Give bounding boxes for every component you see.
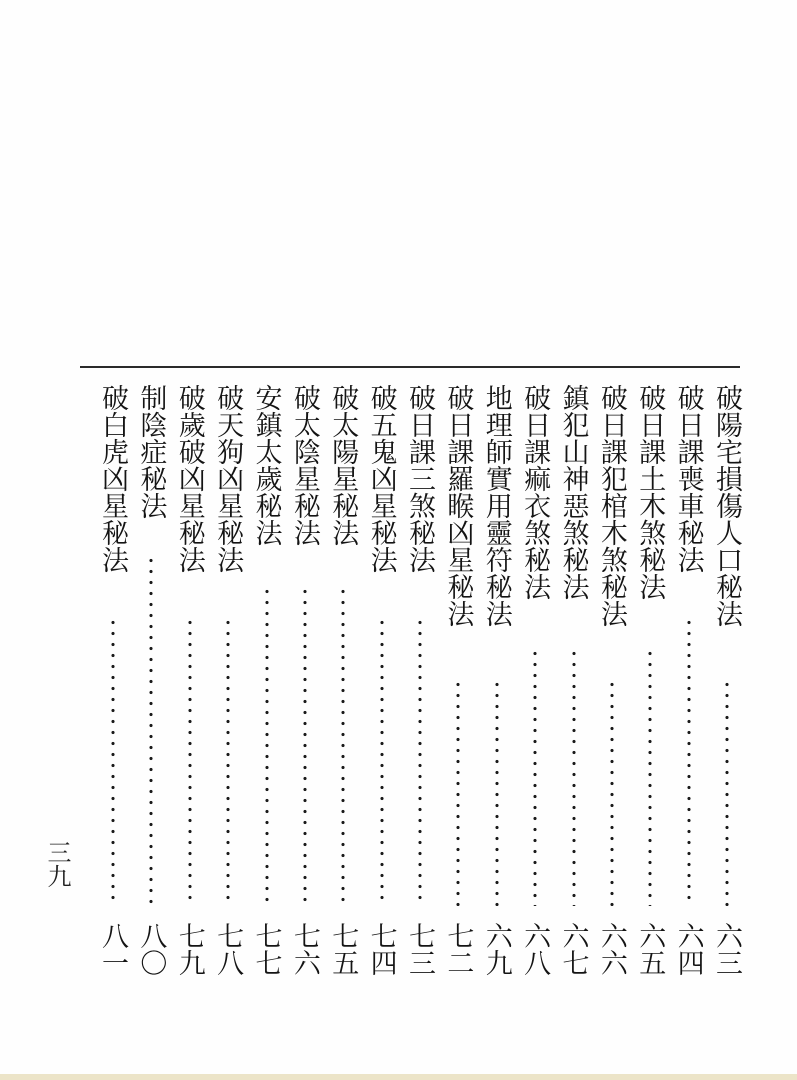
entry-page-number: 六九 [480,922,512,976]
entry-page-number: 六五 [634,922,666,976]
entry-title: 破五鬼凶星秘法 [365,384,397,573]
entry-title: 鎮犯山神惡煞秘法 [557,384,589,600]
entry-page-number: 七五 [327,922,359,976]
leader-dots [226,617,230,906]
leader-dots [533,648,537,906]
entry-title: 破天狗凶星秘法 [212,384,244,573]
leader-dots [380,617,384,906]
leader-dots [687,617,691,906]
leader-dots [188,617,192,906]
entry-title: 地理師實用靈符秘法 [480,384,512,627]
leader-dots [495,679,499,906]
entry-title: 破日課痲衣煞秘法 [519,384,551,600]
toc-entry [671,384,707,994]
entry-title: 破太陽星秘法 [327,384,359,546]
paper-bottom-edge [0,1074,797,1080]
entry-page-number: 六四 [672,922,704,976]
leader-dots [149,555,153,906]
entry-page-number: 七九 [173,922,205,976]
toc-entry [709,384,745,994]
leader-dots [303,586,307,906]
leader-dots [265,586,269,906]
toc-entry [249,384,285,994]
entry-page-number: 七八 [212,922,244,976]
entry-page-number: 六七 [557,922,589,976]
leader-dots [610,679,614,906]
toc-entry [517,384,553,994]
toc-entry [210,384,246,994]
toc-entry [402,384,438,994]
entry-page-number: 六六 [595,922,627,976]
entry-page-number: 六三 [711,922,742,976]
toc-entry [172,384,208,994]
entry-page-number: 七四 [365,922,397,976]
page-folio-number: 三九 [43,840,71,888]
entry-page-number: 七六 [288,922,320,976]
toc-entry [287,384,323,994]
entry-page-number: 八〇 [135,922,167,976]
entry-title: 破白虎凶星秘法 [97,384,128,573]
entry-title: 破日課羅睺凶星秘法 [442,384,474,627]
entry-title: 破陽宅損傷人口秘法 [711,384,742,627]
toc-entry [133,384,169,994]
toc-entry [632,384,668,994]
leader-dots [341,586,345,906]
toc-entry [594,384,630,994]
entry-title: 破日課喪車秘法 [672,384,704,573]
entry-title: 制陰症秘法 [135,384,167,519]
entry-page-number: 八一 [97,922,128,976]
entry-title: 破日課三煞秘法 [404,384,435,573]
toc-entry [364,384,400,994]
top-rule [80,366,740,368]
leader-dots [456,679,460,906]
leader-dots [418,617,422,906]
leader-dots [111,617,115,906]
entry-page-number: 七二 [442,922,474,976]
leader-dots [572,648,576,906]
entry-page-number: 六八 [519,922,551,976]
leader-dots [725,679,729,906]
leader-dots [648,648,652,906]
entry-title: 破日課犯棺木煞秘法 [595,384,627,627]
entry-title: 破歲破凶星秘法 [173,384,205,573]
toc-entry [479,384,515,994]
entry-title: 破太陰星秘法 [288,384,320,546]
toc-entry [440,384,476,994]
entry-title: 安鎮太歲秘法 [250,384,282,546]
toc-entry [325,384,361,994]
entry-title: 破日課土木煞秘法 [634,384,666,600]
toc-entry [95,384,131,994]
table-of-contents [95,384,745,994]
entry-page-number: 七三 [404,922,435,976]
entry-page-number: 七七 [250,922,282,976]
toc-entry [556,384,592,994]
